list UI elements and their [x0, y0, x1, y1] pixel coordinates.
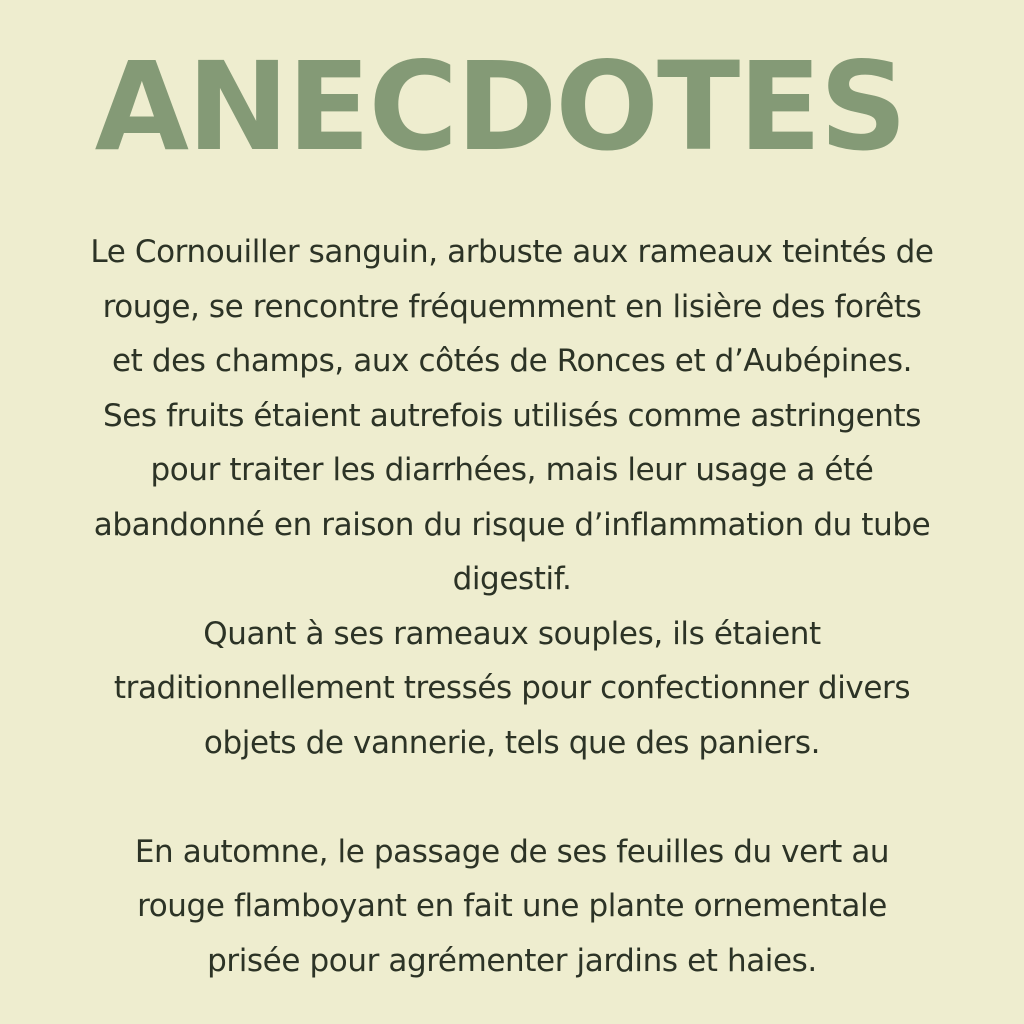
paragraph-automne [24, 825, 1000, 989]
text-line: Ses fruits étaient autrefois utilisés comme astringents [102, 397, 922, 434]
page-title: ANECDOTES [94, 36, 906, 178]
text-line: Quant à ses rameaux souples, ils étaient [203, 615, 821, 652]
text-line: rouge flamboyant en fait une plante ornementale [137, 888, 887, 924]
text-line: rouge, se rencontre fréquemment en lisière des forêts [102, 288, 922, 325]
text-line: En automne, le passage de ses feuilles du vert au [134, 833, 890, 870]
text-line: objets de vannerie, tels que des paniers. [203, 724, 821, 761]
anecdotes-text [24, 225, 1000, 988]
paragraph-spacer [24, 770, 1000, 825]
text-line: Le Cornouiller sanguin, arbuste aux rameaux teintés de [90, 234, 934, 270]
text-line: traditionnellement tressés pour confectionner divers [113, 670, 911, 706]
text-line: digestif. [452, 561, 572, 597]
paragraph-vannerie [24, 607, 1000, 771]
text-line: et des champs, aux côtés de Ronces et d’Aubépines. [111, 343, 913, 379]
paragraph-cornouiller-fruits [24, 225, 1000, 607]
text-line: prisée pour agrémenter jardins et haies. [207, 942, 817, 979]
text-line: abandonné en raison du risque d’inflammation du tube [93, 506, 931, 543]
text-line: pour traiter les diarrhées, mais leur usage a été [150, 452, 874, 488]
